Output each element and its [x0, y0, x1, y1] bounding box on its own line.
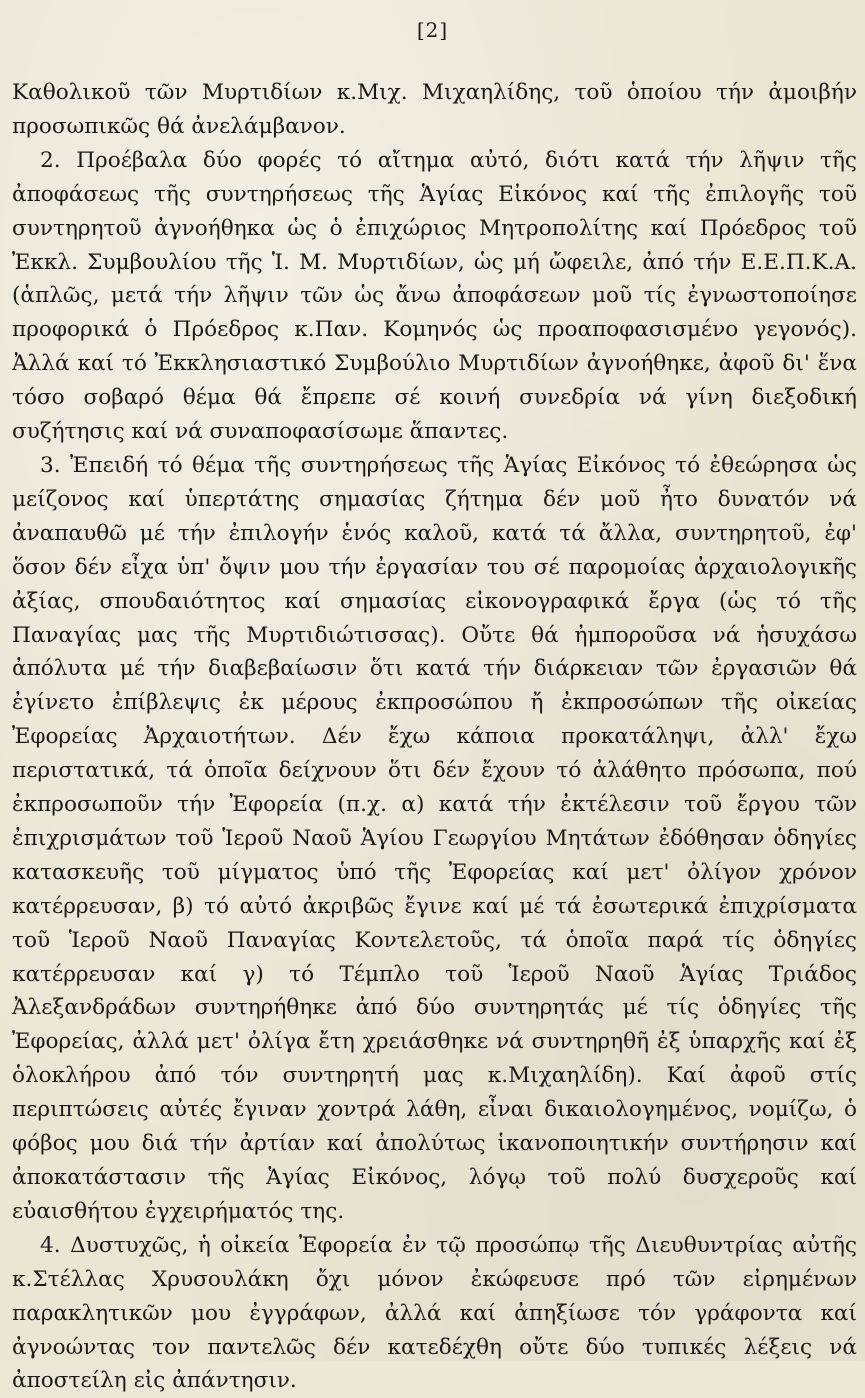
- paragraph-2: 2. Προέβαλα δύο φορές τό αἴτημα αὐτό, διότι κατά τήν λῆψιν τῆς ἀποφάσεως τῆς συντηρήσεως τῆς Ἁγίας Εἰκόνος καί τῆς ἐπιλογῆς τοῦ συντηρητοῦ ἀγνοήθηκα ὡς ὁ ἐπιχώριος Μητροπολίτης καί Πρόεδρος τοῦ Ἐκκλ. Συμβουλίου τῆς Ἱ. Μ. Μυρτιδίων, ὡς μή ὤφειλε, ἀπό τήν Ε.Ε.Π.Κ.Α. (ἁπλῶς, μετά τήν λῆψιν τῶν ὡς ἄνω ἀποφάσεων μοῦ τίς ἐγνωστοποίησε προφορικά ὁ Πρόεδρος κ.Παν. Κομηνός ὡς προαποφασισμένο γεγονός). Ἀλλά καί τό Ἐκκλησιαστικό Συμβούλιο Μυρτιδίων ἀγνοήθηκε, ἀφοῦ δι' ἕνα τόσο σοβαρό θέμα θά ἔπρεπε σέ κοινή συνεδρία νά γίνη διεξοδική συζήτησις καί νά συναποφασίσωμε ἅπαντες.: [12, 147, 857, 445]
- paragraph-3: 3. Ἐπειδή τό θέμα τῆς συντηρήσεως τῆς Ἁγίας Εἰκόνος τό ἐθεώρησα ὡς μείζονος καί ὑπερτάτης σημασίας ζήτημα δέν μοῦ ἦτο δυνατόν νά ἀναπαυθῶ μέ τήν ἐπιλογήν ἑνός καλοῦ, κατά τά ἄλλα, συντηρητοῦ, ἐφ' ὅσον δέν εἶχα ὑπ' ὄψιν μου τήν ἐργασίαν του σέ παρομοίας ἀρχαιολογικῆς ἀξίας, σπουδαιότητος καί σημασίας εἰκονογραφικά ἔργα (ὡς τό τῆς Παναγίας μας τῆς Μυρτιδιώτισσας). Οὔτε θά ἠμποροῦσα νά ἡσυχάσω ἀπόλυτα μέ τήν διαβεβαίωσιν ὅτι κατά τήν διάρκειαν τῶν ἐργασιῶν θά ἐγίνετο ἐπίβλεψις ἐκ μέρους ἐκπροσώπου ἤ ἐκπροσώπων τῆς οἰκείας Ἐφορείας Ἀρχαιοτήτων. Δέν ἔχω κάποια προκατάληψι, ἀλλ' ἔχω περιστατικά, τά ὁποῖα δείχνουν ὅτι δέν ἔχουν τό ἀλάθητο πρόσωπα, πού ἐκπροσωποῦν τήν Ἐφορεία (π.χ. α) κατά τήν ἐκτέλεσιν τοῦ ἔργου τῶν ἐπιχρισμάτων τοῦ Ἱεροῦ Ναοῦ Ἁγίου Γεωργίου Μητάτων ἐδόθησαν ὁδηγίες κατασκευῆς τοῦ μίγματος ὑπό τῆς Ἐφορείας καί μετ' ὀλίγον χρόνον κατέρρευσαν, β) τό αὐτό ἀκριβῶς ἔγινε καί μέ τά ἐσωτερικά ἐπιχρίσματα τοῦ Ἱεροῦ Ναοῦ Παναγίας Κοντελετοῦς, τά ὁποῖα παρά τίς ὁδηγίες κατέρρευσαν καί γ) τό Τέμπλο τοῦ Ἱεροῦ Ναοῦ Ἁγίας Τριάδος Ἀλεξανδράδων συντηρήθηκε ἀπό δύο συντηρητάς μέ τίς ὁδηγίες τῆς Ἐφορείας, ἀλλά μετ' ὀλίγα ἔτη χρειάσθηκε νά συντηρηθῆ ἐξ ὑπαρχῆς καί ἐξ ὁλοκλήρου ἀπό τόν συντηρητή μας κ.Μιχαηλίδη). Καί ἀφοῦ στίς περιπτώσεις αὐτές ἔγιναν χοντρά λάθη, εἶναι δικαιολογημένος, νομίζω, ὁ φόβος μου διά τήν ἀρτίαν καί ἀπολύτως ἱκανοποιητικήν συντήρησιν καί ἀποκατάστασιν τῆς Ἁγίας Εἰκόνος, λόγῳ τοῦ πολύ δυσχεροῦς καί εὐαισθήτου ἐγχειρήματός της.: [12, 452, 857, 1224]
- page-number: [2]: [416, 18, 449, 42]
- document-body: [12, 76, 857, 1398]
- paragraph-4: 4. Δυστυχῶς, ἡ οἰκεία Ἐφορεία ἐν τῷ προσώπῳ τῆς Διευθυντρίας αὐτῆς κ.Στέλλας Χρυσουλάκη ὄχι μόνον ἐκώφευσε πρό τῶν εἰρημένων παρακλητικῶν μου ἐγγράφων, ἀλλά καί ἀπηξίωσε τόν γράφοντα καί ἀγνοώντας τον παντελῶς δέν κατεδέχθη οὔτε δύο τυπικές λέξεις νά ἀποστείλη εἰς ἀπάντησιν.: [12, 1232, 857, 1394]
- paragraph-continuation: Καθολικοῦ τῶν Μυρτιδίων κ.Μιχ. Μιχαηλίδης, τοῦ ὁποίου τήν ἀμοιβήν προσωπικῶς θά ἀνελάμβανον.: [12, 80, 857, 139]
